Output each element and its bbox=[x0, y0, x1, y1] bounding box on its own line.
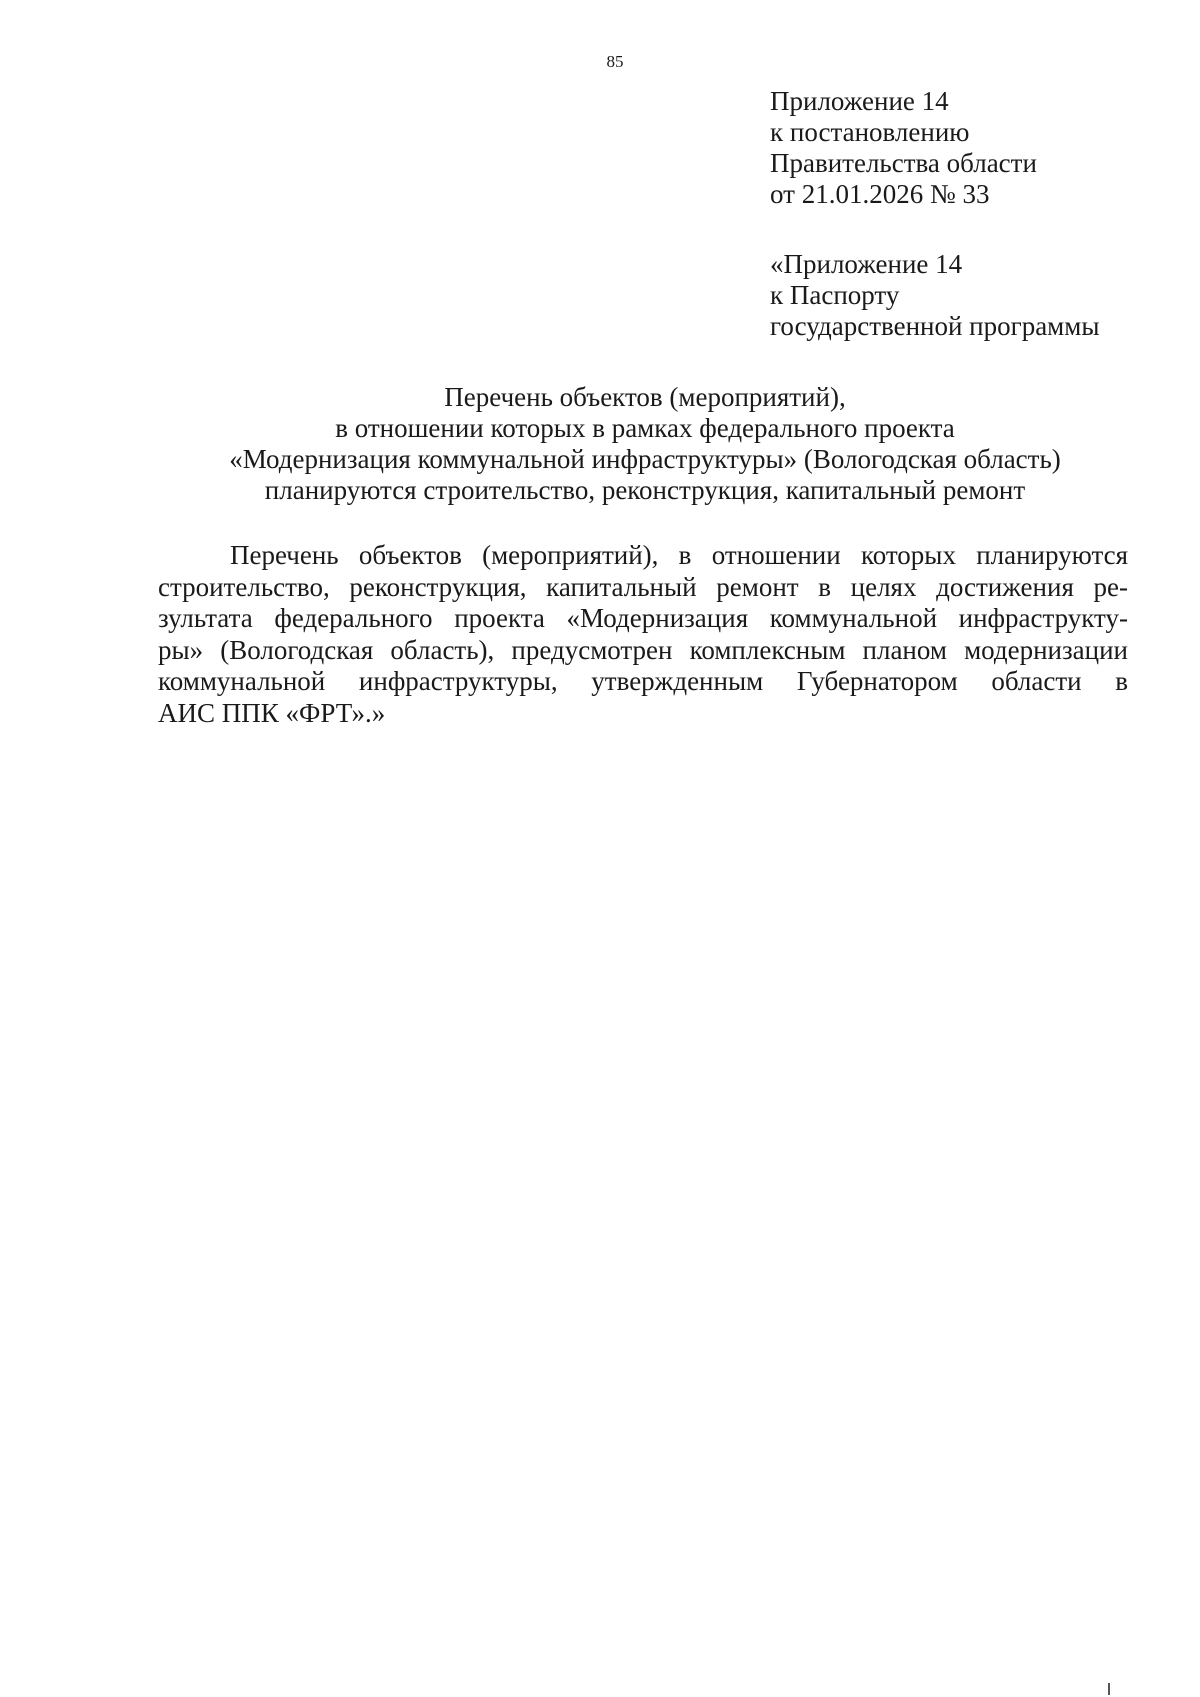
approval-block-passport bbox=[770, 249, 1170, 342]
approval-line: от 21.01.2026 № 33 bbox=[770, 179, 990, 209]
body-line: АИС ППК «ФРТ».» bbox=[158, 697, 386, 728]
title-line: в отношении которых в рамках федерального проекта bbox=[335, 413, 955, 443]
body-line: Перечень объектов (мероприятий), в отношении которых планируются bbox=[230, 540, 1128, 570]
document-title bbox=[150, 382, 1140, 506]
passport-approval-line: государственной программы bbox=[770, 311, 1100, 341]
body-paragraph bbox=[158, 540, 1128, 729]
title-line: «Модернизация коммунальной инфраструктуры» (Вологодская область) bbox=[229, 444, 1061, 474]
body-line: строительство, реконструкция, капитальный ремонт в целях достижения ре- bbox=[158, 571, 1128, 602]
body-line: ры» (Вологодская область), предусмотрен комплексным планом модернизации bbox=[158, 634, 1128, 665]
approval-line: Приложение 14 bbox=[770, 86, 949, 116]
scan-artifact bbox=[1108, 1683, 1110, 1695]
approval-line: Правительства области bbox=[770, 148, 1037, 178]
approval-block-resolution bbox=[770, 86, 1170, 210]
passport-approval-line: «Приложение 14 bbox=[770, 249, 963, 279]
body-line: зультата федерального проекта «Модернизация коммунальной инфраструкту- bbox=[158, 603, 1128, 633]
approval-line: к постановлению bbox=[770, 117, 970, 147]
title-line: Перечень объектов (мероприятий), bbox=[444, 382, 846, 412]
body-line: коммунальной инфраструктуры, утвержденным Губернатором области в bbox=[158, 666, 1128, 696]
passport-approval-line: к Паспорту bbox=[770, 280, 900, 310]
title-line: планируются строительство, реконструкция, капитальный ремонт bbox=[264, 475, 1026, 505]
page-number: 85 bbox=[606, 52, 624, 71]
